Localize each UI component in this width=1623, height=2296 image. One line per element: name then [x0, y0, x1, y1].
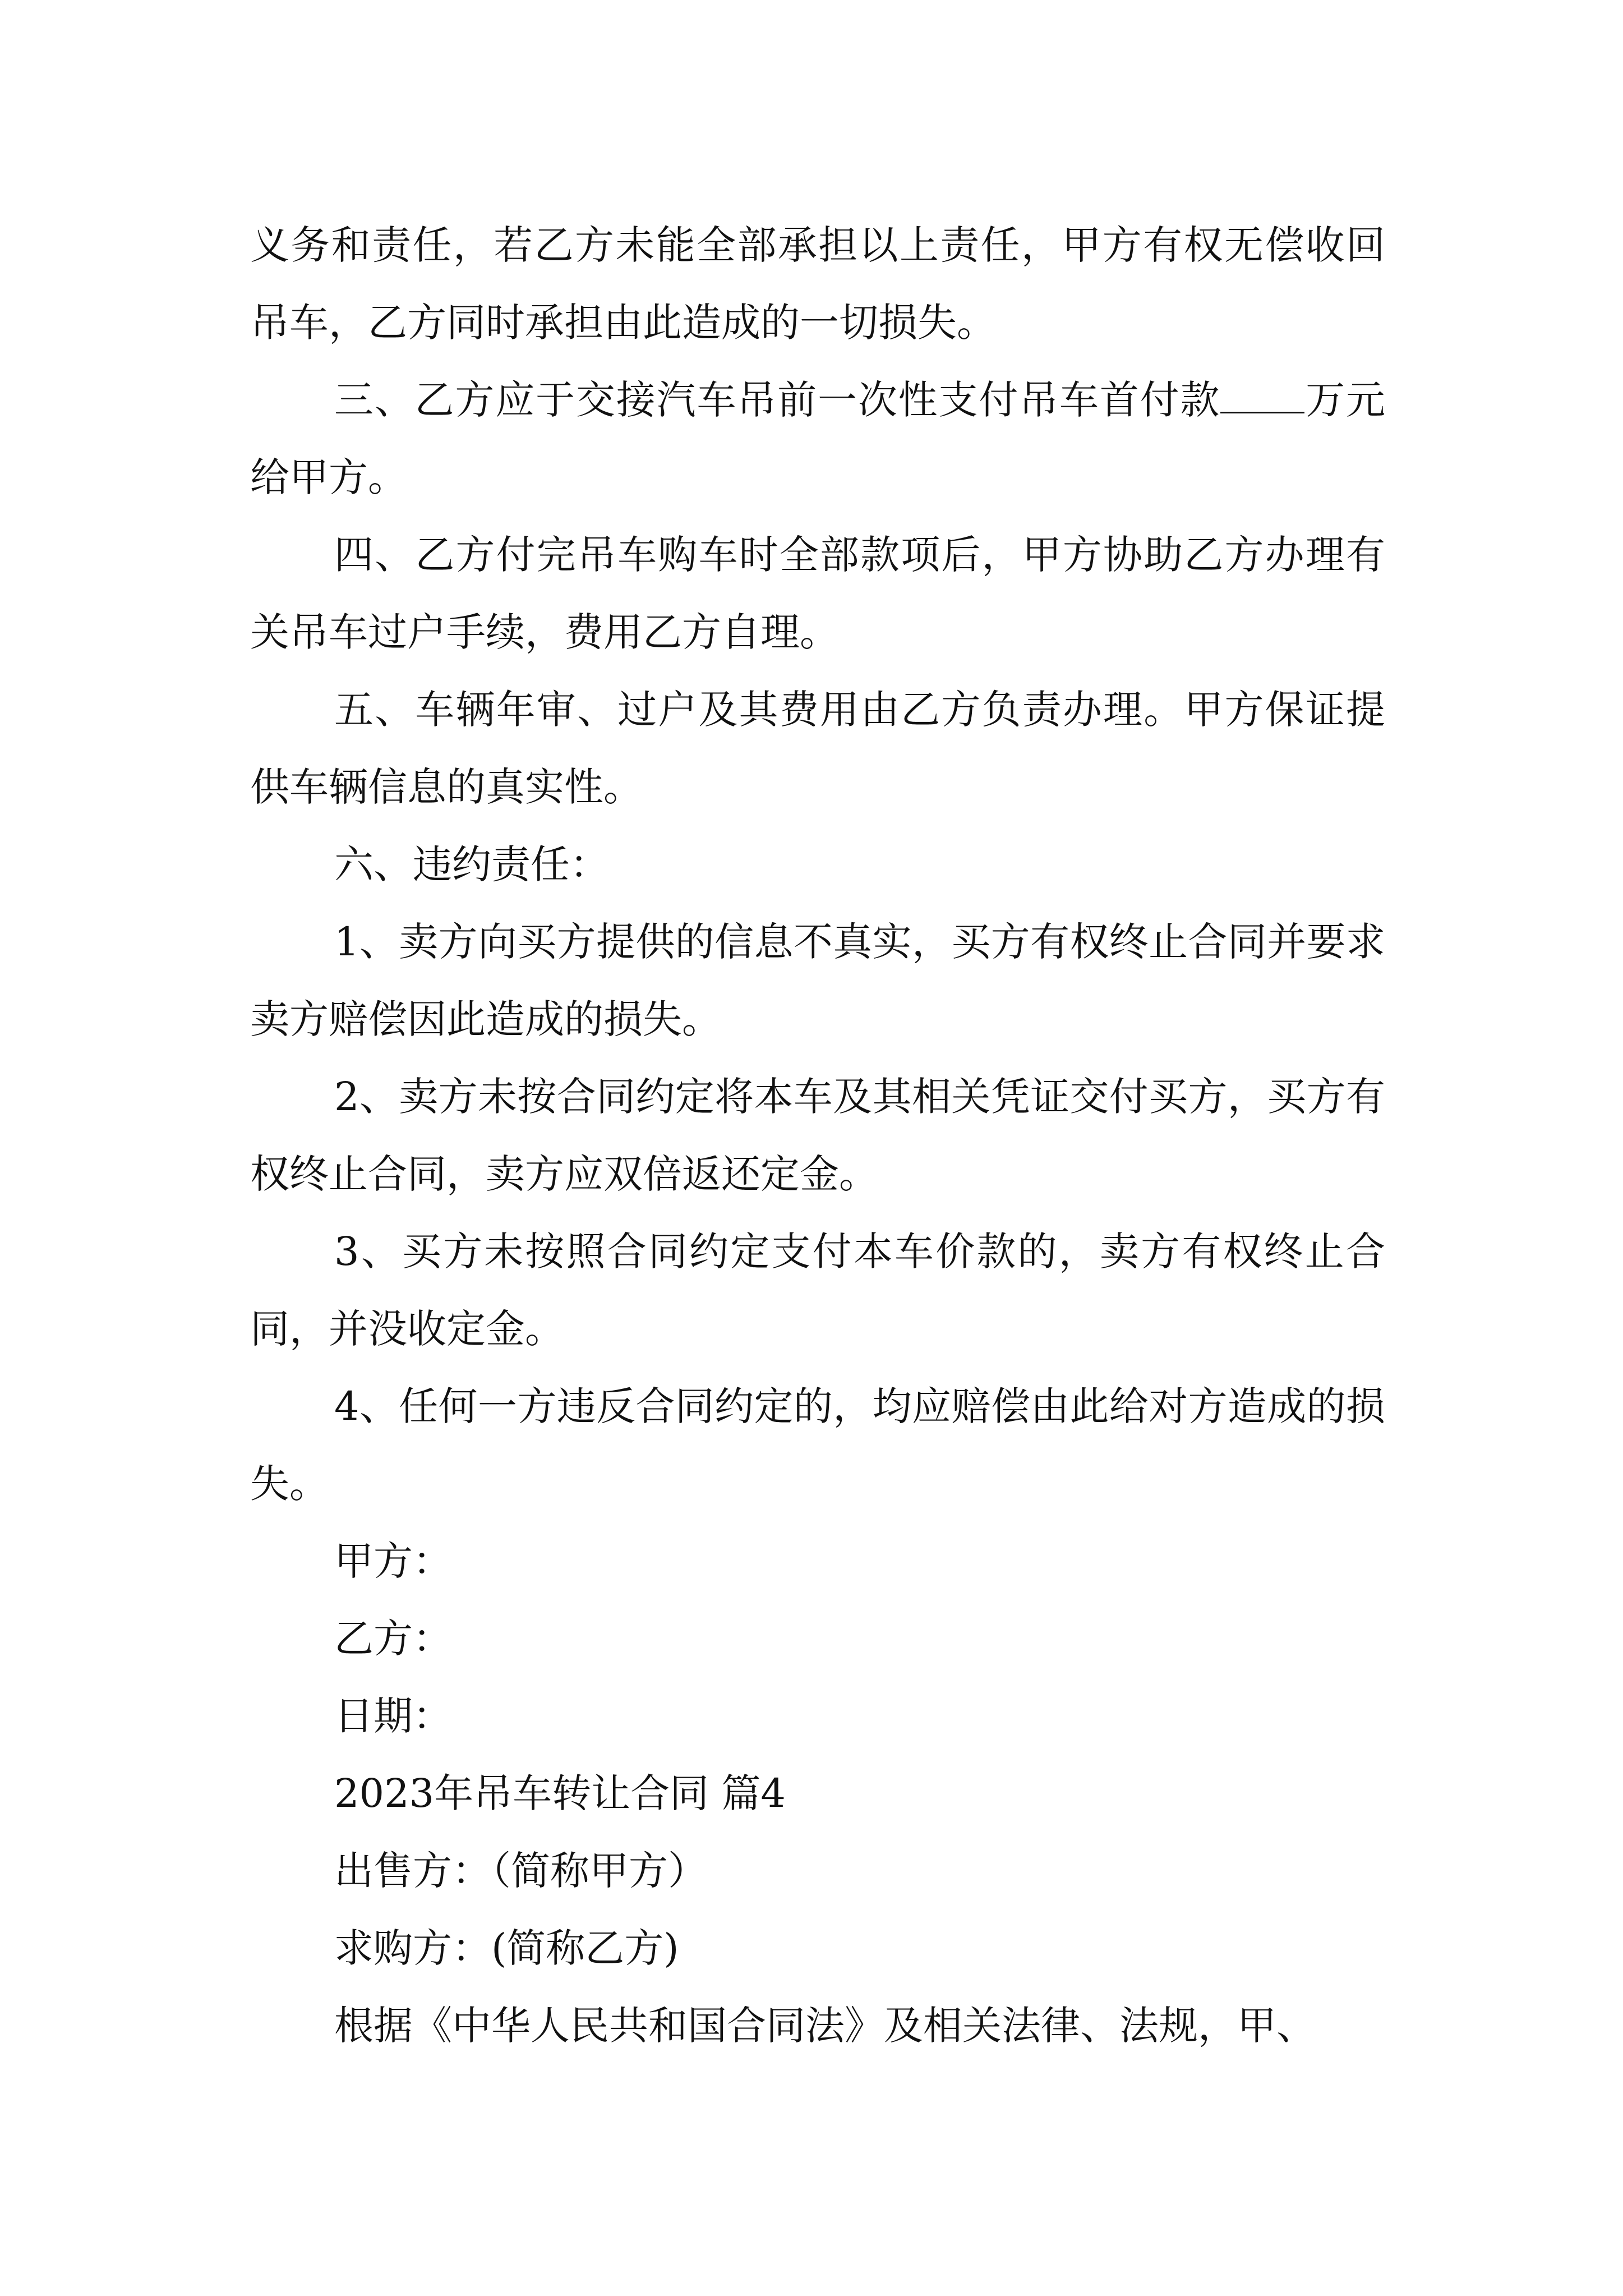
- paragraph-clause-3: [250, 361, 1385, 516]
- paragraph-legal-basis: 根据《中华人民共和国合同法》及相关法律、法规，甲、: [334, 2003, 1316, 2049]
- down-payment-blank: [1220, 372, 1304, 413]
- paragraph-clause-5: 五、车辆年审、过户及其费用由乙方负责办理。甲方保证提供车辆信息的真实性。: [250, 687, 1385, 810]
- clause-3-text: 三、乙方应于交接汽车吊前一次性支付吊车首付款: [334, 377, 1221, 423]
- buyer-line: 求购方：(简称乙方): [334, 1925, 679, 1971]
- seller-line: 出售方：（简称甲方）: [334, 1848, 707, 1894]
- clause-3-text-end: 万元给甲方。: [250, 377, 1386, 500]
- paragraph-obligations: 义务和责任，若乙方未能全部承担以上责任，甲方有权无偿收回吊车，乙方同时承担由此造成的一切损失。: [250, 222, 1385, 346]
- date-line: 日期：: [334, 1693, 452, 1739]
- paragraph-liability-2: 2、卖方未按合同约定将本车及其相关凭证交付买方，买方有权终止合同，卖方应双倍返还定金。: [250, 1074, 1385, 1197]
- paragraph-liability-4: 4、任何一方违反合同约定的，均应赔偿由此给对方造成的损失。: [250, 1383, 1385, 1507]
- paragraph-clause-4: 四、乙方付完吊车购车时全部款项后，甲方协助乙方办理有关吊车过户手续，费用乙方自理。: [250, 532, 1385, 655]
- paragraph-clause-6-heading: 六、违约责任：: [334, 841, 609, 887]
- document-body: [250, 206, 1385, 2064]
- paragraph-liability-3: 3、买方未按照合同约定支付本车价款的，卖方有权终止合同，并没收定金。: [250, 1228, 1385, 1352]
- paragraph-liability-1: 1、卖方向买方提供的信息不真实，买方有权终止合同并要求卖方赔偿因此造成的损失。: [250, 919, 1385, 1042]
- party-b-signature-line: 乙方：: [334, 1616, 452, 1662]
- party-a-signature-line: 甲方：: [334, 1538, 452, 1584]
- section-title: 2023年吊车转让合同 篇4: [334, 1770, 786, 1816]
